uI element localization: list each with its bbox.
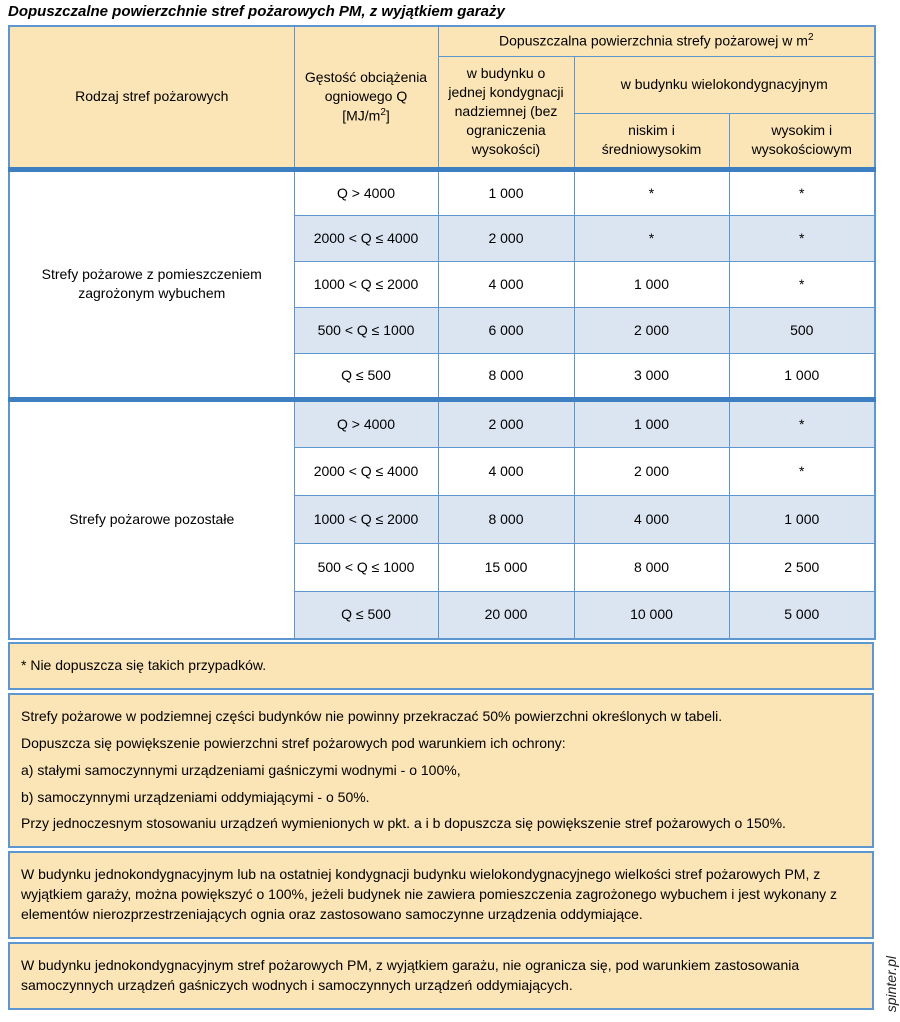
area-low-mid-cell: 2 000 (574, 447, 729, 495)
area-high-cell: * (729, 215, 875, 261)
table-row (9, 169, 875, 215)
note-box-enlargement-rules (8, 693, 874, 848)
area-single-storey-cell: 20 000 (438, 591, 574, 639)
q-range-cell: 2000 < Q ≤ 4000 (294, 215, 438, 261)
group-label-cell: Strefy pożarowe z pomieszczeniem zagrożonym wybuchem (9, 169, 294, 399)
area-single-storey-cell: 8 000 (438, 353, 574, 399)
header-single-storey: w budynku o jednej kondygnacji nadziemnej (bez ograniczenia wysokości) (438, 56, 574, 169)
q-range-cell: 500 < Q ≤ 1000 (294, 543, 438, 591)
area-low-mid-cell: 8 000 (574, 543, 729, 591)
header-gestosc-label: Gęstość obciążenia ogniowego Q (304, 69, 428, 104)
area-low-mid-cell: 1 000 (574, 399, 729, 447)
q-range-cell: 1000 < Q ≤ 2000 (294, 495, 438, 543)
group-explosion-hazard (9, 169, 875, 399)
note-paragraph: Strefy pożarowe w podziemnej części budynków nie powinny przekraczać 50% powierzchni określonych w tabeli. (21, 707, 723, 724)
area-high-cell: * (729, 261, 875, 307)
area-high-cell: 1 000 (729, 495, 875, 543)
q-range-cell: 2000 < Q ≤ 4000 (294, 447, 438, 495)
watermark-spinter: spinter.pl (883, 955, 899, 1012)
area-low-mid-cell: 4 000 (574, 495, 729, 543)
table-row (9, 399, 875, 447)
note-paragraph: Przy jednoczesnym stosowaniu urządzeń wymienionych w pkt. a i b dopuszcza się powiększenie stref pożarowych o 150%. (21, 815, 786, 832)
page-title: Dopuszczalne powierzchnie stref pożarowych PM, z wyjątkiem garaży (8, 3, 505, 20)
area-single-storey-cell: 2 000 (438, 215, 574, 261)
q-range-cell: Q ≤ 500 (294, 353, 438, 399)
area-high-cell: * (729, 169, 875, 215)
header-high: wysokim i wysokościowym (729, 113, 875, 169)
header-dopuszczalna-powierzchnia: Dopuszczalna powierzchnia strefy pożarowej w $m^2$ (438, 26, 875, 56)
note-box-single-storey-100 (8, 851, 874, 939)
header-low-mid: niskim i średniowysokim (574, 113, 729, 169)
area-high-cell: * (729, 399, 875, 447)
area-high-cell: 1 000 (729, 353, 875, 399)
header-rodzaj-stref: Rodzaj stref pożarowych (9, 26, 294, 169)
note-box-single-storey-unlimited (8, 942, 874, 1010)
note-paragraph: b) samoczynnymi urządzeniami oddymiającymi - o 50%. (21, 788, 370, 805)
fire-zones-table (8, 25, 876, 640)
group-label-cell: Strefy pożarowe pozostałe (9, 399, 294, 639)
header-multi-storey: w budynku wielokondygnacyjnym (574, 56, 875, 113)
area-single-storey-cell: 4 000 (438, 447, 574, 495)
note-paragraph: W budynku jednokondygnacyjnym stref pożarowych PM, z wyjątkiem garażu, nie ogranicza się, pod warunkiem zastosowania samoczynnych urządzeń gaśniczych wodnych i samoczynnych urządzeń oddymiających. (21, 956, 800, 993)
q-range-cell: Q > 4000 (294, 169, 438, 215)
area-low-mid-cell: 3 000 (574, 353, 729, 399)
note-paragraph: W budynku jednokondygnacyjnym lub na ostatniej kondygnacji budynku wielokondygnacyjnego wielkości stref pożarowych PM, z wyjątkiem garaży, można powiększyć o 100%, jeżeli budynek nie zawiera pomieszczenia zagrożonego wybuchem i jest wykonany z elementów nierozprzestrzeniających ognia oraz zastosowano samoczynne urządzenia oddymiające. (21, 866, 838, 922)
area-high-cell: 2 500 (729, 543, 875, 591)
area-low-mid-cell: * (574, 169, 729, 215)
header-gestosc-unit: $[MJ/m^2]$ (342, 106, 390, 124)
note-paragraph: a) stałymi samoczynnymi urządzeniami gaśniczymi wodnymi - o 100%, (21, 761, 461, 778)
group-other-zones (9, 399, 875, 639)
area-low-mid-cell: 2 000 (574, 307, 729, 353)
header-gestosc (294, 26, 438, 169)
area-high-cell: 500 (729, 307, 875, 353)
area-single-storey-cell: 8 000 (438, 495, 574, 543)
table-header (9, 26, 875, 169)
area-high-cell: * (729, 447, 875, 495)
area-low-mid-cell: 10 000 (574, 591, 729, 639)
area-single-storey-cell: 2 000 (438, 399, 574, 447)
area-high-cell: 5 000 (729, 591, 875, 639)
q-range-cell: 500 < Q ≤ 1000 (294, 307, 438, 353)
area-single-storey-cell: 4 000 (438, 261, 574, 307)
area-single-storey-cell: 1 000 (438, 169, 574, 215)
q-range-cell: 1000 < Q ≤ 2000 (294, 261, 438, 307)
note-paragraph: Dopuszcza się powiększenie powierzchni stref pożarowych pod warunkiem ich ochrony: (21, 734, 566, 751)
area-single-storey-cell: 15 000 (438, 543, 574, 591)
q-range-cell: Q ≤ 500 (294, 591, 438, 639)
note-paragraph: * Nie dopuszcza się takich przypadków. (21, 657, 267, 673)
area-low-mid-cell: 1 000 (574, 261, 729, 307)
area-single-storey-cell: 6 000 (438, 307, 574, 353)
note-box-asterisk (8, 642, 874, 690)
q-range-cell: Q > 4000 (294, 399, 438, 447)
area-low-mid-cell: * (574, 215, 729, 261)
